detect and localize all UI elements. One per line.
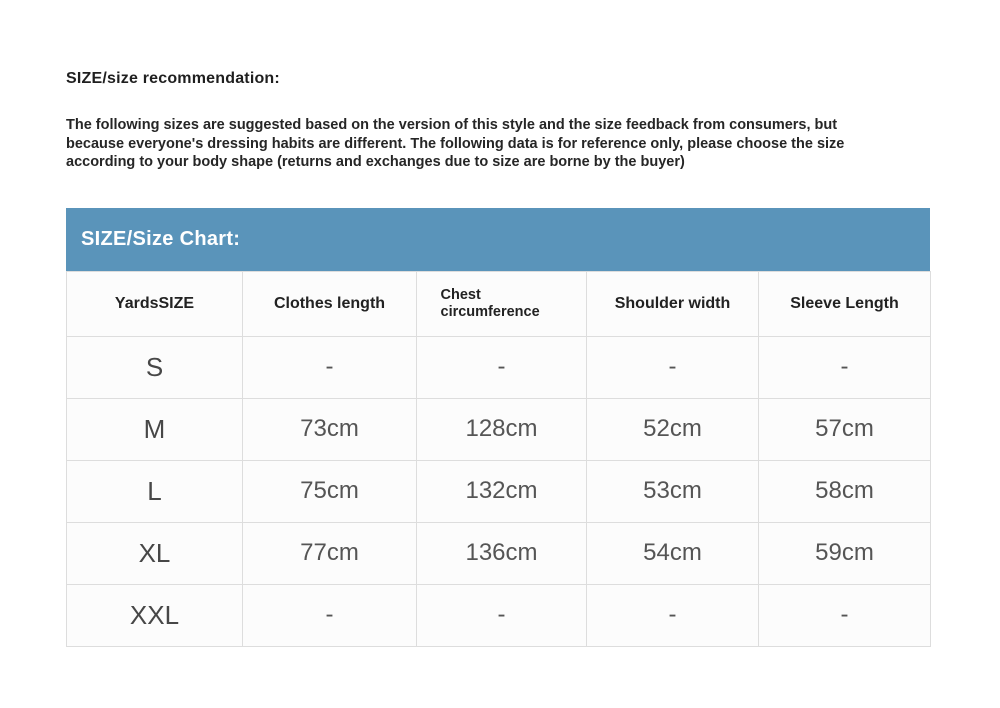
table-row-xxl	[67, 584, 931, 646]
measurement-cell: 77cm	[243, 522, 417, 584]
measurement-cell: -	[759, 336, 931, 398]
table-row-s	[67, 336, 931, 398]
size-cell: XL	[67, 522, 243, 584]
header-row	[67, 271, 931, 336]
section-title: SIZE/size recommendation:	[66, 70, 280, 87]
size-cell: S	[67, 336, 243, 398]
column-header-sleeve-length: Sleeve Length	[759, 271, 931, 336]
measurement-cell: -	[417, 336, 587, 398]
measurement-cell: 73cm	[243, 398, 417, 460]
size-cell: L	[67, 460, 243, 522]
measurement-cell: 52cm	[587, 398, 759, 460]
size-cell: XXL	[67, 584, 243, 646]
recommendation-line-3: according to your body shape (returns and exchanges due to size are borne by the buyer)	[66, 154, 685, 170]
measurement-cell: 75cm	[243, 460, 417, 522]
measurement-cell: -	[243, 336, 417, 398]
measurement-cell: 54cm	[587, 522, 759, 584]
column-header-chest-circumference	[417, 271, 587, 336]
measurement-cell: -	[587, 584, 759, 646]
measurement-cell: 132cm	[417, 460, 587, 522]
recommendation-text	[66, 116, 1000, 172]
measurement-cell: -	[759, 584, 931, 646]
table-row-m	[67, 398, 931, 460]
recommendation-line-1: The following sizes are suggested based on the version of this style and the size feedback from consumers, but	[66, 117, 838, 133]
size-cell: M	[67, 398, 243, 460]
size-chart-table	[66, 271, 931, 647]
measurement-cell: 53cm	[587, 460, 759, 522]
measurement-cell: 57cm	[759, 398, 931, 460]
table-row-l	[67, 460, 931, 522]
recommendation-line-2: because everyone's dressing habits are different. The following data is for reference only, please choose the size	[66, 135, 845, 152]
column-header-yards-size: YardsSIZE	[67, 271, 243, 336]
measurement-cell: 59cm	[759, 522, 931, 584]
size-chart-header-bar	[66, 208, 930, 271]
size-chart-title: SIZE/Size Chart:	[81, 227, 241, 250]
measurement-cell: -	[587, 336, 759, 398]
column-header-clothes-length: Clothes length	[243, 271, 417, 336]
measurement-cell: -	[417, 584, 587, 646]
table-row-xl	[67, 522, 931, 584]
measurement-cell: 136cm	[417, 522, 587, 584]
measurement-cell: -	[243, 584, 417, 646]
column-header-shoulder-width: Shoulder width	[587, 271, 759, 336]
column-header-chest-circumference-label: Chest circumference	[440, 286, 540, 320]
measurement-cell: 58cm	[759, 460, 931, 522]
measurement-cell: 128cm	[417, 398, 587, 460]
